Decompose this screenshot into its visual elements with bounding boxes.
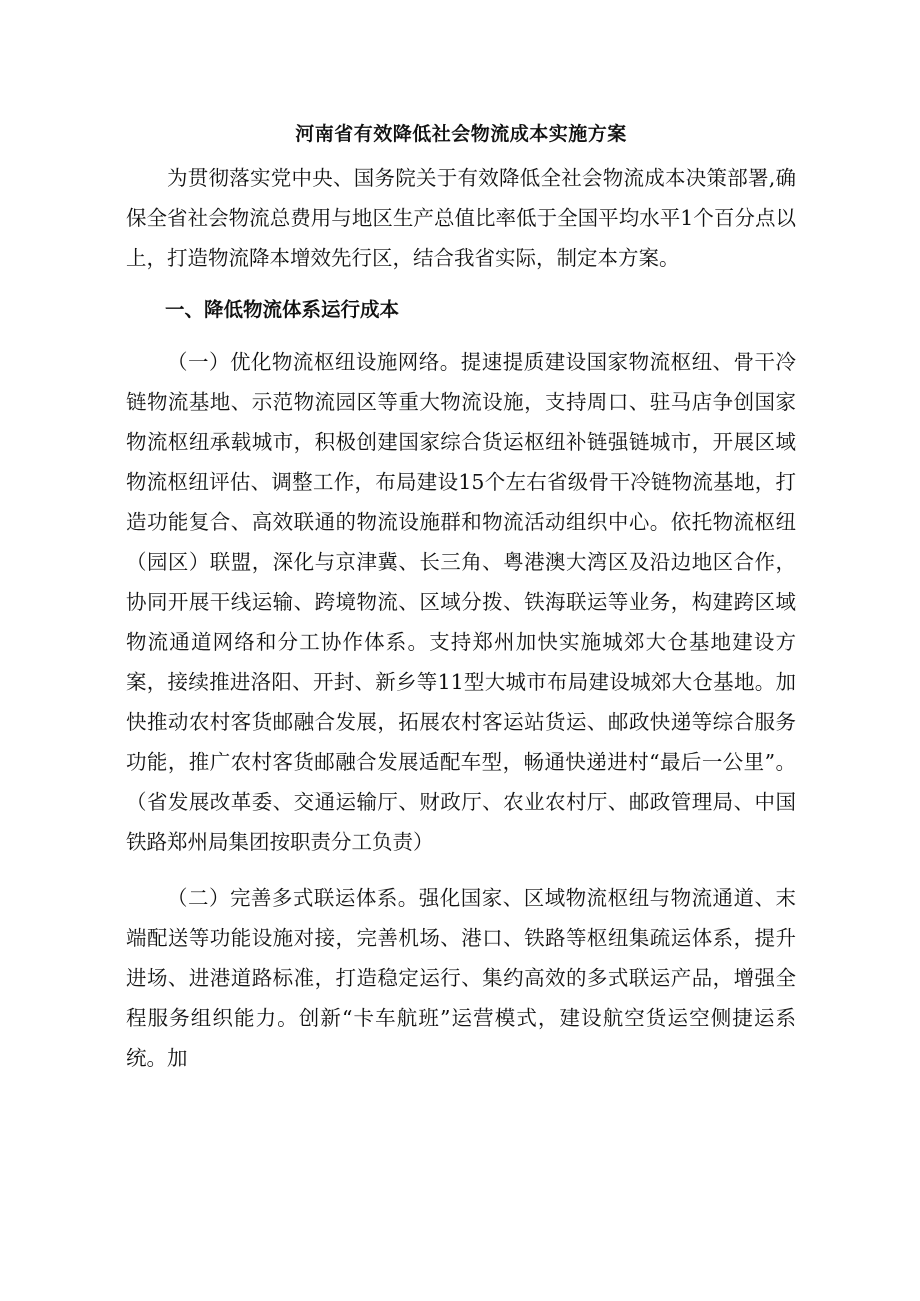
section-heading-1: 一、降低物流体系运行成本: [165, 298, 400, 321]
intro-paragraph: 为贯彻落实党中央、国务院关于有效降低全社会物流成本决策部署,确保全省社会物流总费用与地区生产总值比率低于全国平均水平1个百分点以上，打造物流降本增效先行区，结合我省实际，制定本方案。: [126, 166, 796, 270]
document-title: 河南省有效降低社会物流成本实施方案: [295, 123, 627, 145]
subsection-paragraph-2: （二）完善多式联运体系。强化国家、区域物流枢纽与物流通道、末端配送等功能设施对接，完善机场、港口、铁路等枢纽集疏运体系，提升进场、进港道路标准，打造稳定运行、集约高效的多式联运产品，增强全程服务组织能力。创新“卡车航班”运营模式，建设航空货运空侧捷运系统。加: [126, 886, 796, 1070]
subsection-paragraph-1: （一）优化物流枢纽设施网络。提速提质建设国家物流枢纽、骨干冷链物流基地、示范物流园区等重大物流设施，支持周口、驻马店争创国家物流枢纽承载城市，积极创建国家综合货运枢纽补链强链城市，开展区域物流枢纽评估、调整工作，布局建设15个左右省级骨干冷链物流基地，打造功能复合、高效联通的物流设施群和物流活动组织中心。依托物流枢纽（园区）联盟，深化与京津冀、长三角、粤港澳大湾区及沿边地区合作，协同开展干线运输、跨境物流、区域分拨、铁海联运等业务，构建跨区域物流通道网络和分工协作体系。支持郑州加快实施城郊大仓基地建设方案，接续推进洛阳、开封、新乡等11型大城市布局建设城郊大仓基地。加快推动农村客货邮融合发展，拓展农村客运站货运、邮政快递等综合服务功能，推广农村客货邮融合发展适配车型，畅通快递进村“最后一公里”。（省发展改革委、交通运输厅、财政厅、农业农村厅、邮政管理局、中国铁路郑州局集团按职责分工负责）: [126, 350, 796, 854]
